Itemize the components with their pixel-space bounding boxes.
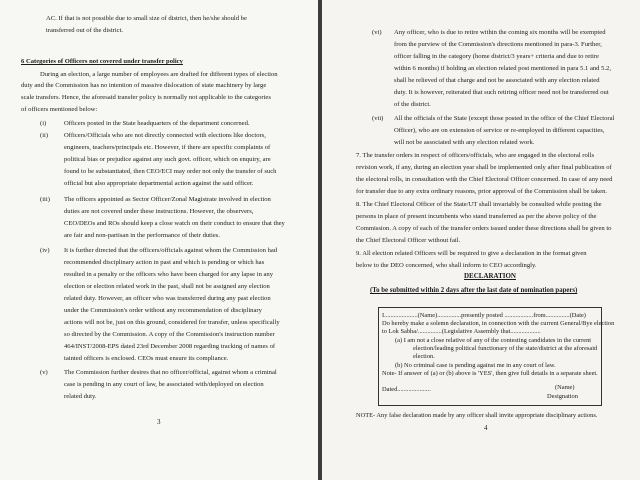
para-line: below to the DEO concerned, who shall inform to CEO accordingly.	[356, 262, 537, 269]
page-number: 3	[157, 418, 161, 426]
item-line: found to be substantiated, then CEO/ECI may order not only the transfer of such	[64, 168, 277, 175]
section-para-line: duty and the Commission has no intention of massive dislocation of state machinery by large	[21, 82, 267, 89]
item-line: within 6 months) if holding an election related post mentioned in para 5.1 and 5.2,	[394, 65, 611, 72]
item-line: official but also appropriate departmental action against the said officer.	[64, 180, 254, 187]
item-line: All the officials of the State (except those posted in the office of the Chief Electoral	[394, 115, 615, 122]
declaration-title: DECLARATION	[464, 272, 516, 280]
item-number: (vi)	[372, 29, 382, 36]
item-line: Officers/Officials who are not directly connected with elections like doctors,	[64, 132, 266, 139]
item-line: election or election related work in the past, shall not be assigned any election	[64, 283, 270, 290]
declaration-form	[378, 307, 615, 406]
item-line: political bias or prejudice against any such govt. officer, which on enquiry, are	[64, 156, 271, 163]
declaration-line: I.....................(Name)...............presently posted ..................from...............(Date)	[382, 312, 586, 319]
item-line: shall be relieved of that charge and not be associated with any election related	[394, 77, 600, 84]
item-line: The officers appointed as Sector Officer/Zonal Magistrate involved in election	[64, 196, 271, 203]
section-para-line: scale transfers. Hence, the aforesaid transfer policy is normally not applicable to the categories	[21, 94, 271, 101]
item-line: engineers, teachers/principals etc. However, if there are specific complaints of	[64, 144, 271, 151]
item-line: duty. It is however, reiterated that such retiring officer need not be transferred out	[394, 89, 609, 96]
item-line: resulted in a penalty or the officers who have been charged for any lapse in any	[64, 271, 274, 278]
section-heading: 6 Categories of Officers not covered under transfer policy	[21, 58, 183, 65]
item-number: (ii)	[40, 132, 49, 139]
para-line: 8. The Chief Electoral Officer of the State/UT shall invariably be consulted while posting the	[356, 201, 602, 208]
item-number: (iii)	[40, 196, 50, 203]
para-line: the electoral rolls, in consultation with the Chief Electoral Officer concerned. In case of any need	[356, 176, 613, 183]
item-number: (vii)	[372, 115, 384, 122]
item-number: (i)	[40, 120, 47, 127]
right-page	[322, 0, 640, 480]
declaration-line: election.	[413, 353, 435, 360]
page-number: 4	[484, 424, 488, 432]
declaration-line: election/leading political functionary of the state/district at the aforesaid	[413, 345, 598, 352]
item-line: duties are not covered under these instructions. However, the observers,	[64, 208, 254, 215]
para-line: Commission. A copy of each of the transfer orders issued under these directions shall be given to	[356, 225, 612, 232]
name-label: (Name)	[555, 384, 575, 391]
para-line: revision work, if any, during an election year shall be implemented only after final publication of	[356, 164, 612, 171]
section-para-line: During an election, a large number of employees are drafted for different types of election	[40, 71, 278, 78]
para-line: persons in place of present incumbents who stand transferred as per the above policy of the	[356, 213, 597, 220]
item-line: Officer), who are on extension of service or re-employed in different capacities,	[394, 127, 605, 134]
item-line: Any officer, who is due to retire within the coming six months will be exempted	[394, 29, 606, 36]
item-line: actions will not be, just on this ground, considered for transfer, unless specifically	[64, 319, 280, 326]
section-para-line: of officers mentioned below:	[21, 106, 98, 113]
item-line: under the Commission's order without any recommendation of disciplinary	[64, 307, 262, 314]
declaration-line: (b) No criminal case is pending against me in any court of law.	[395, 362, 556, 369]
para-line: for transfer due to any extra ordinary reasons, prior approval of the Commission shall be taken.	[356, 188, 608, 195]
dated-label: Dated.....................	[382, 386, 431, 393]
item-line: will not be associated with any election related work.	[394, 139, 535, 146]
item-line: tainted officers is enclosed. CEOs must ensure its compliance.	[64, 355, 229, 362]
item-number: (iv)	[40, 247, 50, 254]
para-line: 7. The transfer orders in respect of officers/officials, who are engaged in the electoral rolls	[356, 152, 595, 159]
item-line: are fair and non-partisan in the performance of their duties.	[64, 232, 220, 239]
item-line: It is further directed that the officers/officials against whom the Commission had	[64, 247, 278, 254]
item-line: so directed by the Commission. A copy of the Commission's instruction number	[64, 331, 275, 338]
item-line: of the district.	[394, 101, 431, 108]
item-line: CEO/DEOs and ROs should keep a close watch on their conduct to ensure that they	[64, 220, 285, 227]
item-line: from the purview of the Commission's directions mentioned in para-3. Further,	[394, 41, 602, 48]
item-line: related duty.	[64, 393, 97, 400]
intro-line: AC. If that is not possible due to small size of district, then he/she should be	[46, 15, 247, 22]
false-declaration-note: NOTE- Any false declaration made by any officer shall invite appropriate disciplinary actions.	[356, 412, 598, 419]
item-line: Officers posted in the State headquarters of the department concerned.	[64, 120, 250, 127]
item-line: recommended disciplinary action in past and which is pending or which has	[64, 259, 265, 266]
item-line: officer falling in the category (home district/3 years+ criteria and due to retire	[394, 53, 599, 60]
left-page	[0, 0, 318, 480]
declaration-line: Note- If answer of (a) or (b) above is 'YES', then give full details in a separate sheet.	[382, 370, 598, 377]
item-line: related duty. However, an officer who was transferred during any past election	[64, 295, 271, 302]
para-line: 9. All election related Officers will be required to give a declaration in the format given	[356, 250, 587, 257]
item-line: case is pending in any court of law, be associated with/deployed on election	[64, 381, 264, 388]
declaration-line: (a) I am not a close relative of any of the contesting candidates in the current	[395, 337, 592, 344]
item-line: 464/INST/2008-EPS dated 23rd December 2008 regarding tracking of names of	[64, 343, 276, 350]
item-number: (v)	[40, 369, 48, 376]
declaration-line: Do hereby make a solemn declaration, in connection with the current General/Bye election	[382, 320, 615, 327]
declaration-subtitle: (To be submitted within 2 days after the last date of nomination papers)	[370, 287, 578, 294]
designation-label: Designation	[547, 393, 578, 400]
para-line: the Chief Electoral Officer without fail.	[356, 237, 461, 244]
declaration-line: to Lok Sabha/...............(Legislative Assembly that...................	[382, 328, 541, 335]
item-line: The Commission further desires that no officer/official, against whom a criminal	[64, 369, 277, 376]
intro-line: transferred out of the district.	[46, 27, 124, 34]
